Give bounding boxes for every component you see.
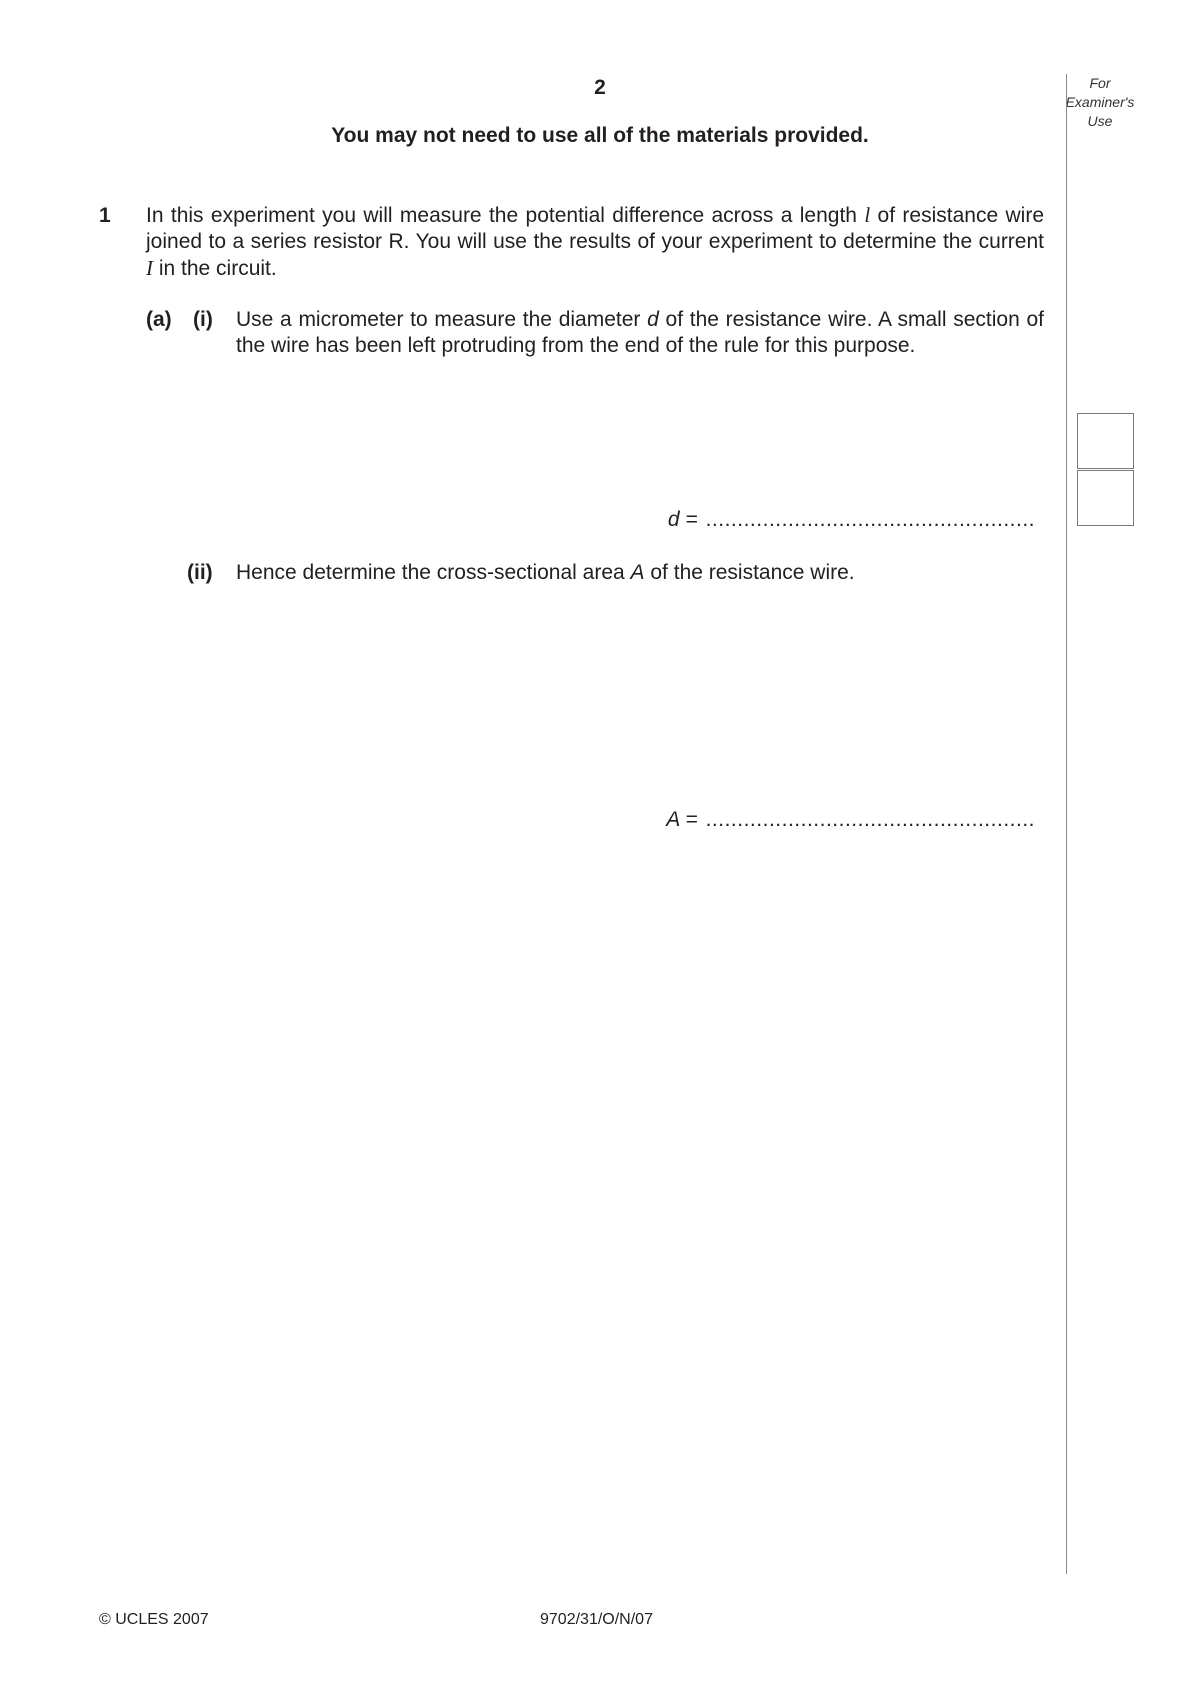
- answer-d-dots: ....................................................: [705, 508, 1035, 531]
- instruction-heading: You may not need to use all of the materials provided.: [331, 124, 869, 147]
- answer-line-A[interactable]: [560, 808, 1035, 832]
- variable-l: l: [864, 203, 871, 227]
- variable-I: I: [146, 256, 153, 280]
- answer-line-d[interactable]: [560, 508, 1035, 532]
- footer-paper-code: 9702/31/O/N/07: [540, 1611, 653, 1628]
- answer-A-label: A =: [666, 808, 698, 831]
- part-ii-label: (ii): [187, 561, 213, 584]
- part-i-label: (i): [193, 308, 213, 331]
- answer-A-dots: ....................................................: [705, 808, 1035, 831]
- footer-copyright: © UCLES 2007: [99, 1611, 209, 1628]
- examiner-label-line2: Examiner's: [1065, 94, 1135, 110]
- question-number: 1: [99, 204, 111, 227]
- variable-d: d: [647, 308, 659, 331]
- examiner-use-label: [1062, 74, 1138, 131]
- part-a-label: (a): [146, 308, 172, 331]
- answer-d-label: d =: [667, 508, 698, 531]
- page-number: 2: [594, 76, 606, 99]
- examiner-label-line1: For: [1089, 75, 1111, 91]
- question-intro: In this experiment you will measure the potential difference across a length l of resistance wire joined to a series resistor R. You will use the results of your experiment to determine the current I in the circuit.: [146, 203, 1045, 280]
- mark-box-a-i: [1077, 413, 1134, 469]
- examiner-label-line3: Use: [1087, 113, 1113, 129]
- examiner-margin-line: [1066, 74, 1067, 1574]
- variable-A: A: [630, 561, 645, 584]
- part-ii-text: Hence determine the cross-sectional area A of the resistance wire.: [236, 561, 855, 584]
- mark-box-a-ii: [1077, 470, 1134, 526]
- part-i-text: Use a micrometer to measure the diameter d of the resistance wire. A small section of the wire has been left protruding from the end of the rule for this purpose.: [236, 308, 1044, 357]
